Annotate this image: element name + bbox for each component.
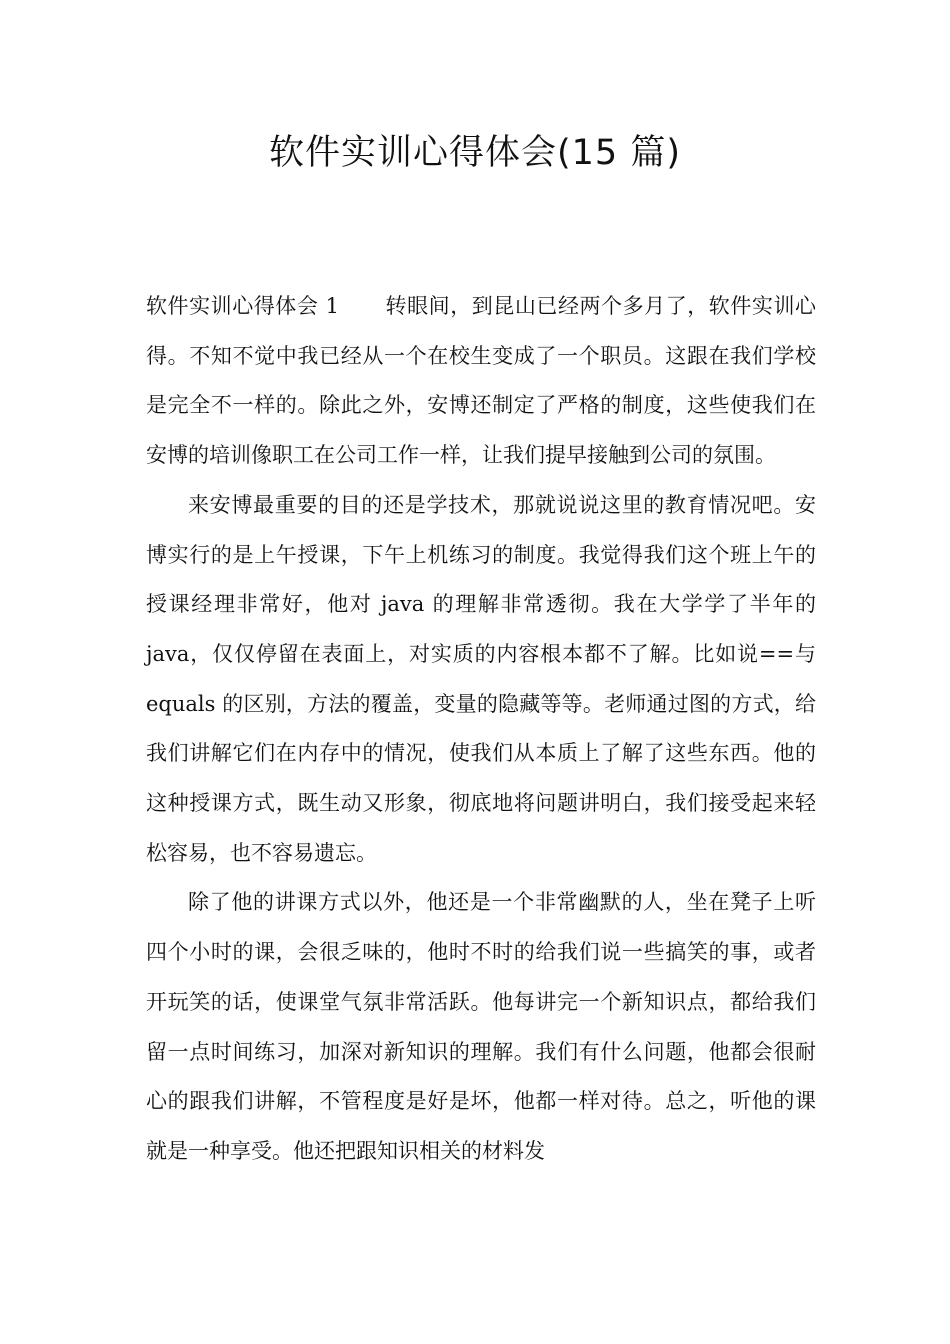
- document-body: [146, 282, 816, 1177]
- document-title: 软件实训心得体会(15 篇): [269, 133, 681, 173]
- paragraph-1-text: 转眼间，到昆山已经两个多月了，软件实训心得。不知不觉中我已经从一个在校生变成了一个职员。这跟在我们学校是完全不一样的。除此之外，安博还制定了严格的制度，这些使我们在安博的培训像职工在公司工作一样，让我们提早接触到公司的氛围。: [146, 294, 817, 468]
- paragraph-2: 来安博最重要的目的还是学技术，那就说说这里的教育情况吧。安博实行的是上午授课，下午上机练习的制度。我觉得我们这个班上午的授课经理非常好，他对 java 的理解非常透彻。我在大学学了半年的 java，仅仅停留在表面上，对实质的内容根本都不了解。比如说==与 equals 的区别，方法的覆盖，变量的隐藏等等。老师通过图的方式，给我们讲解它们在内存中的情况，使我们从本质上了解了这些东西。他的这种授课方式，既生动又形象，彻底地将问题讲明白，我们接受起来轻松容易，也不容易遗忘。: [146, 492, 816, 865]
- section-label: 软件实训心得体会 1: [146, 294, 339, 318]
- paragraph-1: [146, 282, 816, 481]
- paragraph-3: 除了他的讲课方式以外，他还是一个非常幽默的人，坐在凳子上听四个小时的课，会很乏味的，他时不时的给我们说一些搞笑的事，或者开玩笑的话，使课堂气氛非常活跃。他每讲完一个新知识点，都给我们留一点时间练习，加深对新知识的理解。我们有什么问题，他都会很耐心的跟我们讲解，不管程度是好是坏，他都一样对待。总之，听他的课就是一种享受。他还把跟知识相关的材料发: [146, 890, 816, 1163]
